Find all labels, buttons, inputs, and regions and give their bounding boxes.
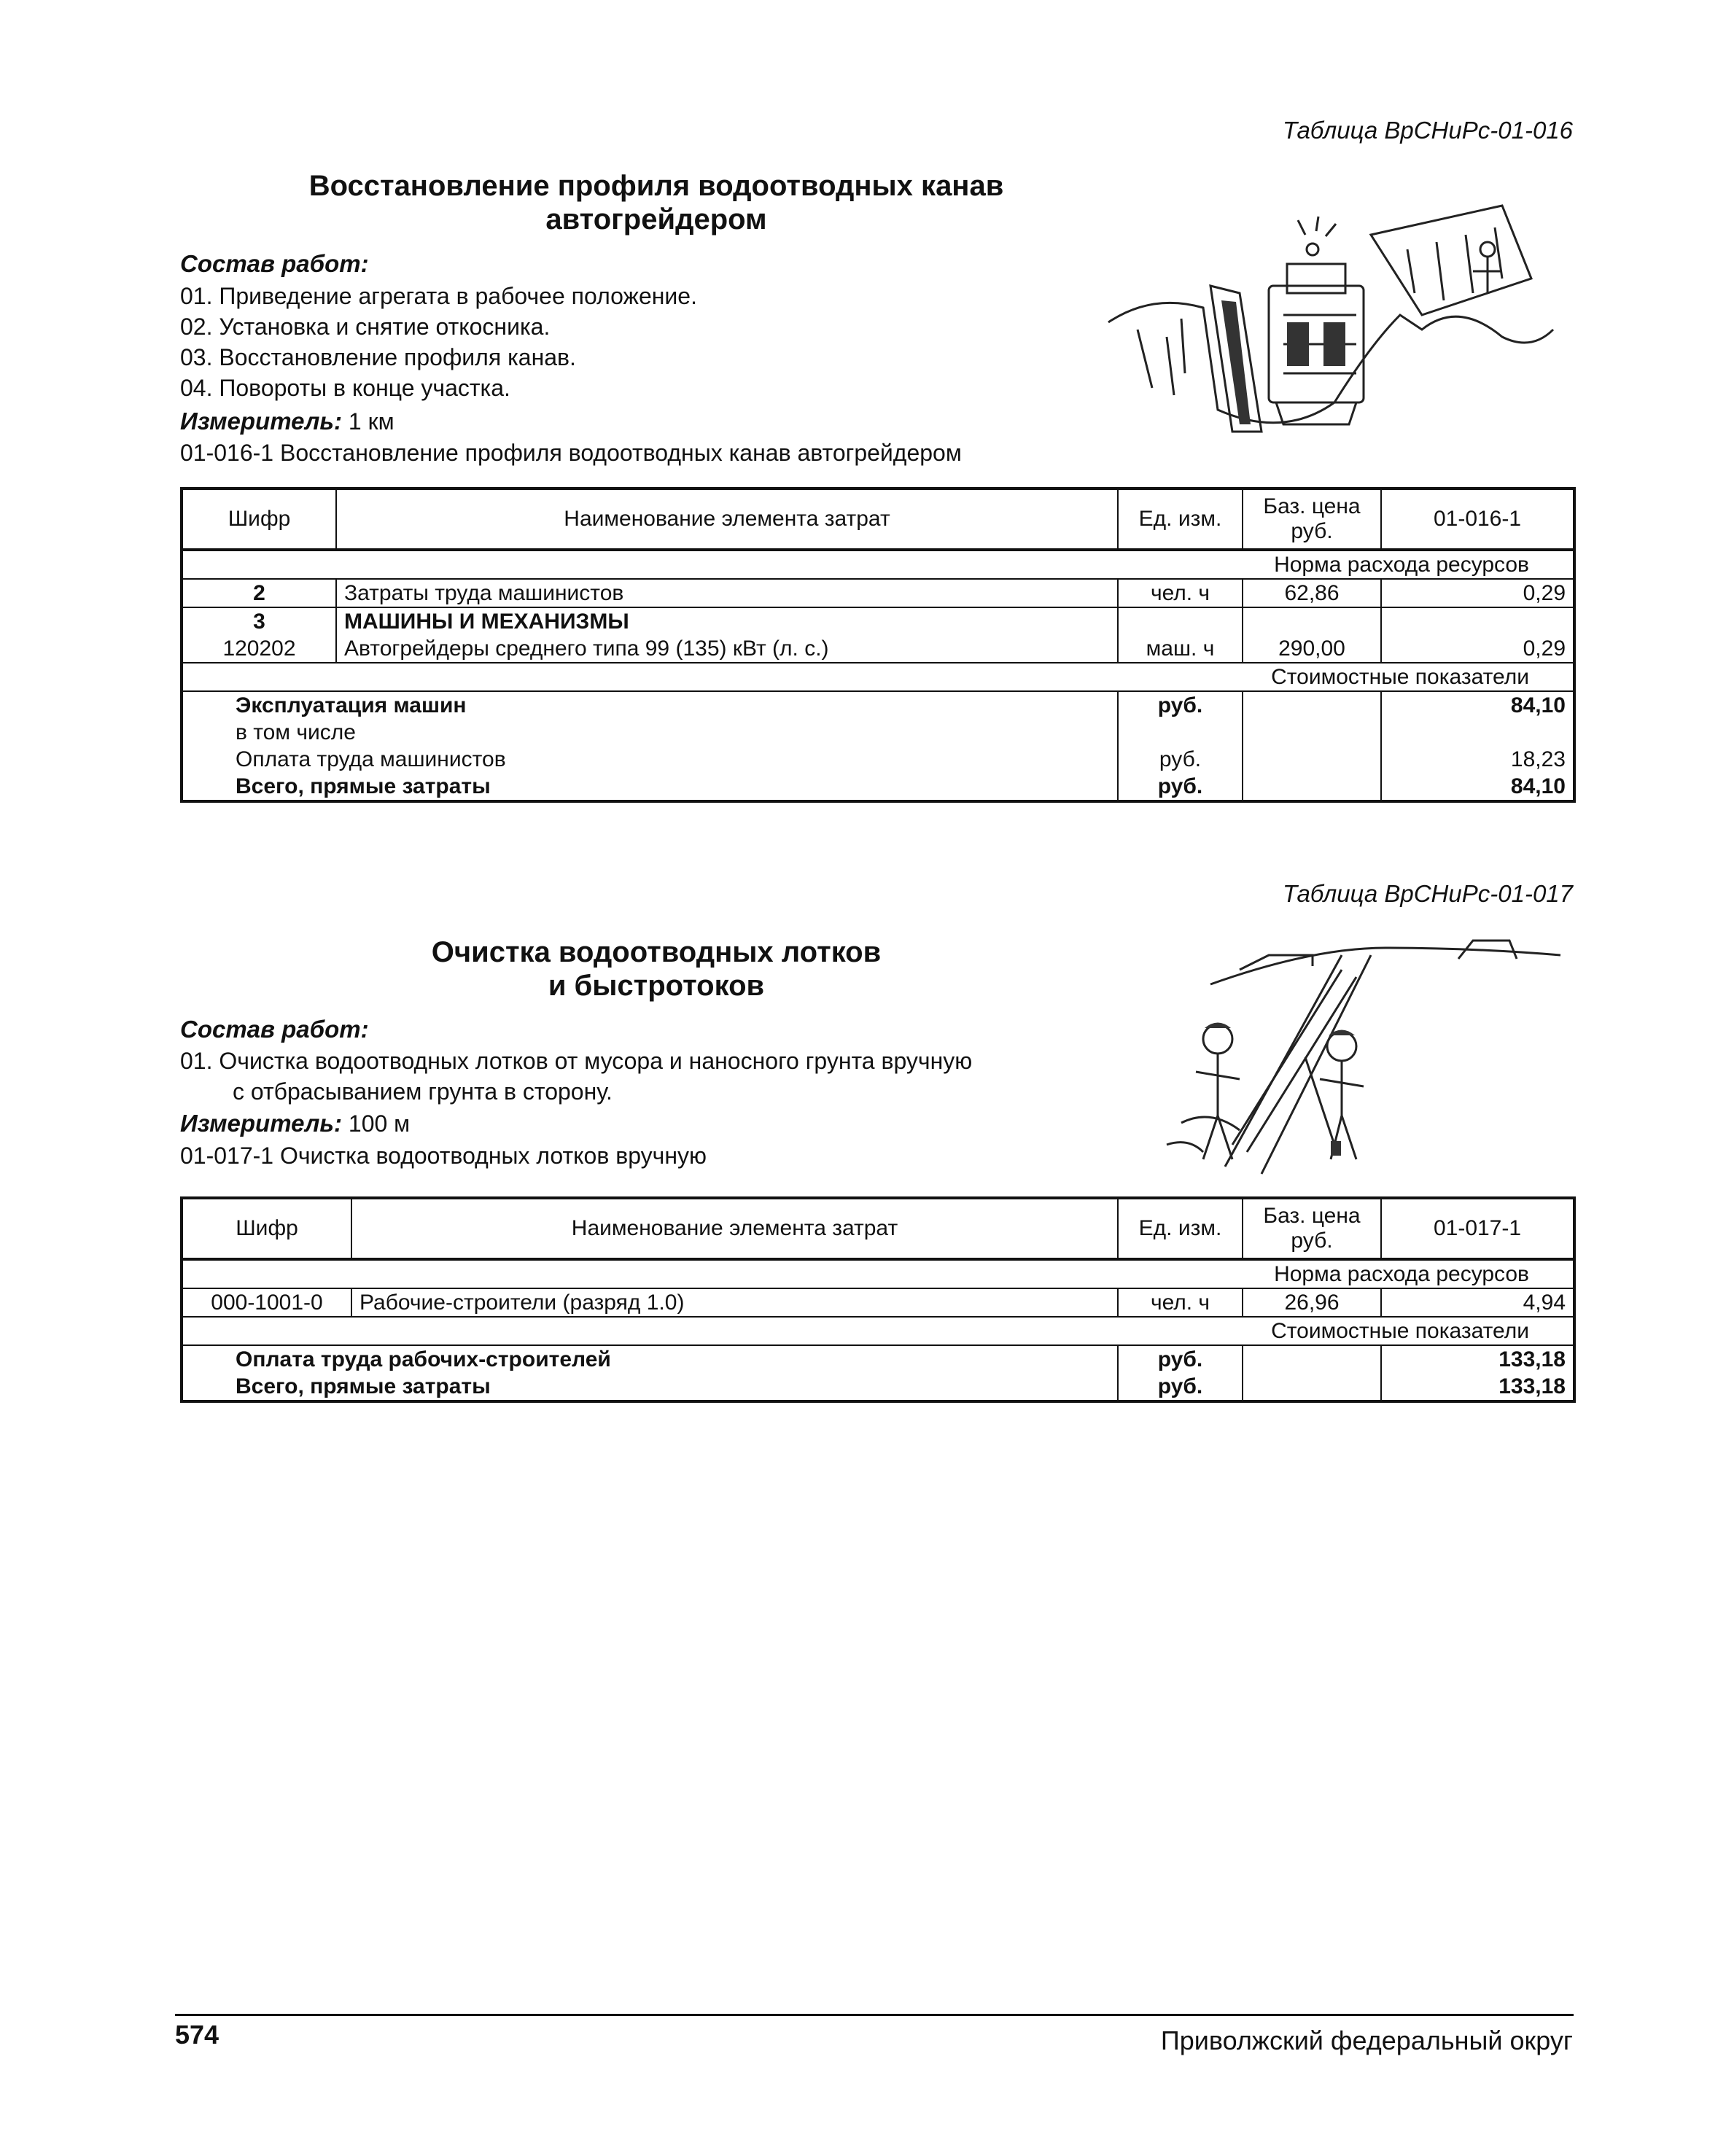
section-title: [219, 169, 1094, 236]
measure-value: 100 м: [348, 1110, 411, 1137]
cost-name: в том числе: [182, 719, 1118, 746]
cost-section-label: Стоимостные показатели: [182, 1317, 1574, 1345]
work-list: [180, 281, 697, 403]
empty-cell: [1243, 1373, 1381, 1401]
header-base-price: Баз. цена руб.: [1243, 489, 1381, 550]
work-composition-label: Состав работ:: [180, 1016, 369, 1043]
footer-region: Приволжский федеральный округ: [1160, 2025, 1573, 2055]
section-row: [182, 663, 1574, 691]
cell-code: 3: [182, 607, 336, 635]
cell-price: 290,00: [1243, 635, 1381, 663]
header-norm-code: 01-016-1: [1381, 489, 1574, 550]
cell-unit: чел. ч: [1118, 1288, 1243, 1317]
cost-row: [182, 719, 1574, 746]
cost-name: Всего, прямые затраты: [182, 1373, 1118, 1401]
cell-code: 2: [182, 579, 336, 607]
header-code: Шифр: [182, 489, 336, 550]
table-header-row: [182, 489, 1574, 550]
cost-unit: руб.: [1118, 1345, 1243, 1373]
table-subtitle: 01-017-1 Очистка водоотводных лотков вручную: [180, 1143, 707, 1169]
table-id: Таблица ВрСНиРс-01-016: [1283, 117, 1573, 144]
header-code: Шифр: [182, 1198, 351, 1259]
cost-unit: руб.: [1118, 691, 1243, 719]
section-title-line: Восстановление профиля водоотводных канав: [308, 170, 1004, 202]
table-row: [182, 607, 1574, 635]
footer-divider: [175, 2014, 1574, 2016]
cost-unit: руб.: [1118, 1373, 1243, 1401]
empty-cell: [1243, 746, 1381, 773]
cost-row: [182, 1373, 1574, 1401]
cell-code: 120202: [182, 635, 336, 663]
header-name: Наименование элемента затрат: [351, 1198, 1118, 1259]
cost-unit: [1118, 719, 1243, 746]
cost-table: [180, 1196, 1576, 1403]
cell-unit: маш. ч: [1118, 635, 1243, 663]
table-row: [182, 579, 1574, 607]
header-unit: Ед. изм.: [1118, 489, 1243, 550]
table-id: Таблица ВрСНиРс-01-017: [1283, 880, 1573, 907]
work-item: 02. Установка и снятие откосника.: [180, 314, 551, 340]
grader-illustration: [1094, 191, 1560, 468]
section-title-line: и быстротоков: [548, 970, 765, 1002]
cost-row: [182, 746, 1574, 773]
cost-table: [180, 487, 1576, 803]
cell-value: 4,94: [1381, 1288, 1574, 1317]
cell-code: 000-1001-0: [182, 1288, 351, 1317]
work-item: 01. Приведение агрегата в рабочее положение.: [180, 283, 697, 309]
cost-name: Оплата труда рабочих-строителей: [182, 1345, 1118, 1373]
cost-section-label: Стоимостные показатели: [182, 663, 1574, 691]
workers-illustration: [1123, 926, 1575, 1188]
cell-value: 0,29: [1381, 635, 1574, 663]
empty-cell: [1243, 719, 1381, 746]
empty-cell: [1243, 773, 1381, 801]
cell-unit: [1118, 607, 1243, 635]
table-header-row: [182, 1198, 1574, 1259]
cell-name: МАШИНЫ И МЕХАНИЗМЫ: [336, 607, 1118, 635]
cell-value: [1381, 607, 1574, 635]
cell-price: 26,96: [1243, 1288, 1381, 1317]
cell-price: 62,86: [1243, 579, 1381, 607]
table-row: [182, 1288, 1574, 1317]
cell-name: Рабочие-строители (разряд 1.0): [351, 1288, 1118, 1317]
section-title-line: Очистка водоотводных лотков: [431, 936, 882, 968]
section-row: [182, 1317, 1574, 1345]
cost-value: 84,10: [1381, 691, 1574, 719]
measure-label: Измеритель:: [180, 1110, 342, 1137]
cost-row: [182, 691, 1574, 719]
empty-cell: [1243, 1345, 1381, 1373]
cost-name: Всего, прямые затраты: [182, 773, 1118, 801]
table-row: [182, 635, 1574, 663]
cell-unit: чел. ч: [1118, 579, 1243, 607]
cost-value: 133,18: [1381, 1373, 1574, 1401]
page-number: 574: [175, 2020, 219, 2050]
cost-unit: руб.: [1118, 746, 1243, 773]
section-title: [219, 935, 1094, 1003]
empty-cell: [1243, 691, 1381, 719]
cost-name: Эксплуатация машин: [182, 691, 1118, 719]
norm-section-label: Норма расхода ресурсов: [182, 1259, 1574, 1288]
cost-row: [182, 1345, 1574, 1373]
cost-row: [182, 773, 1574, 801]
section-row: [182, 550, 1574, 579]
cost-unit: руб.: [1118, 773, 1243, 801]
work-list: [180, 1046, 972, 1107]
cell-name: Автогрейдеры среднего типа 99 (135) кВт (л. с.): [336, 635, 1118, 663]
cost-value: 18,23: [1381, 746, 1574, 773]
header-base-price: Баз. цена руб.: [1243, 1198, 1381, 1259]
measure-line: [180, 406, 394, 437]
measure-label: Измеритель:: [180, 408, 342, 435]
work-item: 03. Восстановление профиля канав.: [180, 344, 576, 370]
cost-value: 133,18: [1381, 1345, 1574, 1373]
header-unit: Ед. изм.: [1118, 1198, 1243, 1259]
section-row: [182, 1259, 1574, 1288]
measure-line: [180, 1108, 410, 1139]
work-item: с отбрасыванием грунта в сторону.: [233, 1078, 613, 1105]
work-composition-label: Состав работ:: [180, 250, 369, 277]
cell-value: 0,29: [1381, 579, 1574, 607]
cell-name: Затраты труда машинистов: [336, 579, 1118, 607]
measure-value: 1 км: [348, 408, 394, 435]
cost-value: [1381, 719, 1574, 746]
cell-price: [1243, 607, 1381, 635]
cost-name: Оплата труда машинистов: [182, 746, 1118, 773]
work-item: 04. Повороты в конце участка.: [180, 375, 510, 401]
header-name: Наименование элемента затрат: [336, 489, 1118, 550]
work-item: 01. Очистка водоотводных лотков от мусора и наносного грунта вручную: [180, 1048, 973, 1074]
table-subtitle: 01-016-1 Восстановление профиля водоотводных канав автогрейдером: [180, 440, 962, 466]
section-title-line: автогрейдером: [545, 203, 767, 236]
norm-section-label: Норма расхода ресурсов: [182, 550, 1574, 579]
cost-value: 84,10: [1381, 773, 1574, 801]
header-norm-code: 01-017-1: [1381, 1198, 1574, 1259]
